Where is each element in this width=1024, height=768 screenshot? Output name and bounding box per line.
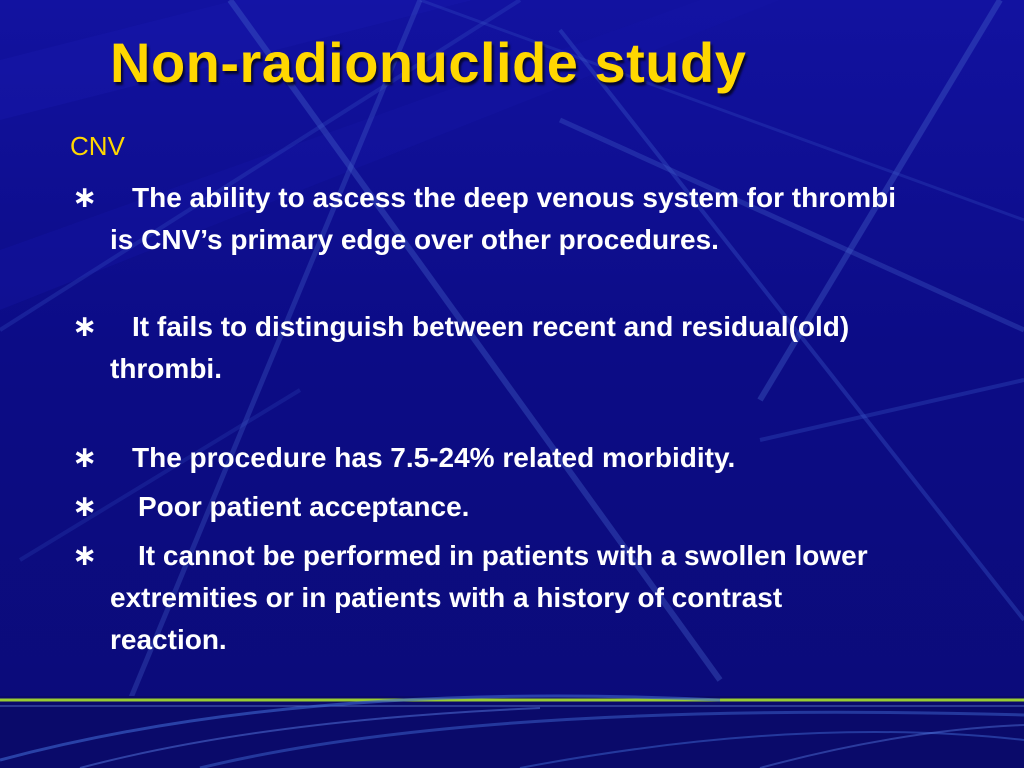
bullet-text: Poor patient acceptance. (138, 491, 470, 522)
bullet-icon: ∗ (72, 489, 98, 524)
bullet-icon: ∗ (72, 538, 98, 573)
bullet-icon: ∗ (72, 309, 98, 344)
slide-subtitle: CNV (70, 131, 125, 161)
bullet-text: It cannot be performed in patients with a swollen lower extremities or in patients with a history of contrast reaction. (110, 540, 868, 655)
bullet-text: The ability to ascess the deep venous system for thrombi is CNV’s primary edge over other procedures. (110, 182, 896, 255)
slide-title: Non-radionuclide study (110, 31, 747, 94)
bullet-icon: ∗ (72, 440, 98, 475)
bullet-text: It fails to distinguish between recent and residual(old) thrombi. (110, 311, 850, 384)
bullet-icon: ∗ (72, 180, 98, 215)
bullet-text: The procedure has 7.5-24% related morbidity. (132, 442, 736, 473)
